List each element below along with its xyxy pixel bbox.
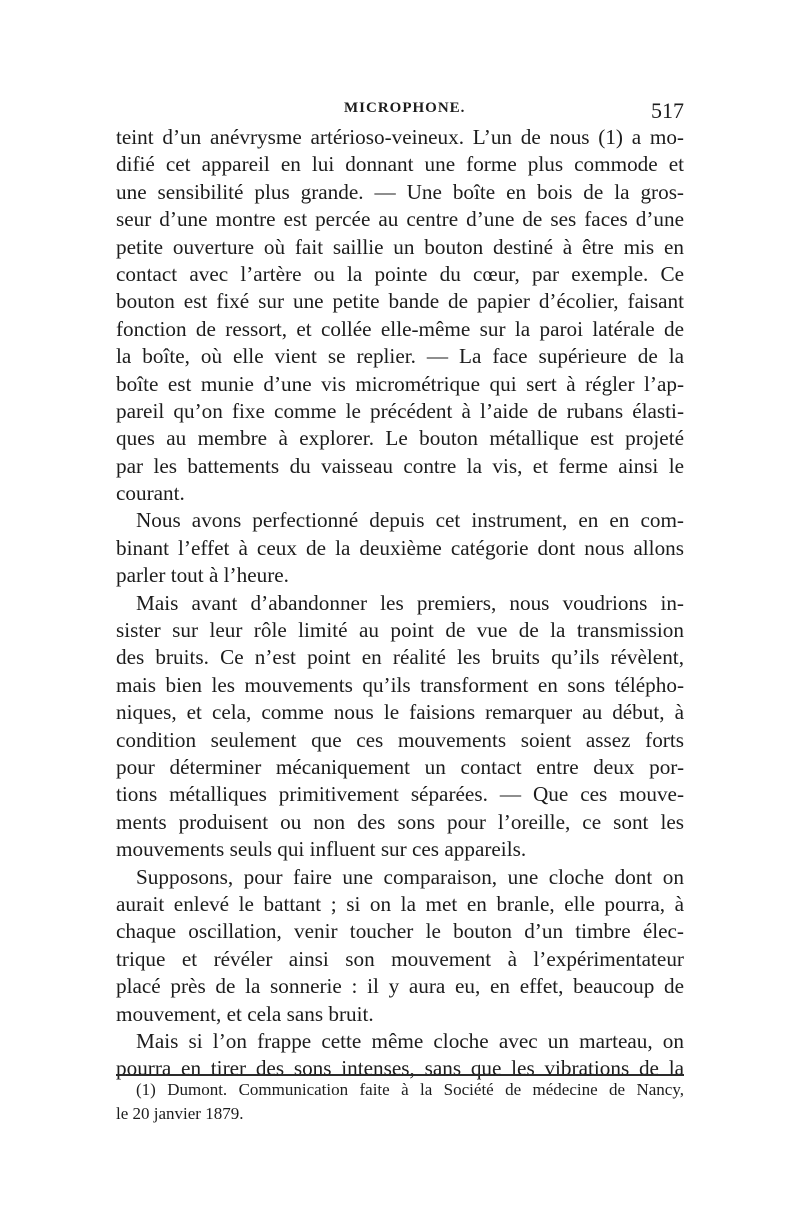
- text-line: niques, et cela, comme nous le faisions remarquer au début, à: [116, 700, 684, 725]
- text-line: ments produisent ou non des sons pour l’oreille, ce sont les: [116, 809, 684, 834]
- text-line: par les battements du vaisseau contre la vis, et ferme ainsi le: [116, 453, 684, 478]
- text-line: sister sur leur rôle limité au point de vue de la transmission: [116, 618, 684, 643]
- text-line: trique et révéler ainsi son mouvement à l’expérimentateur: [116, 946, 684, 971]
- text-line: pourra en tirer des sons intenses, sans que les vibrations de la: [116, 1056, 684, 1081]
- text-line: aurait enlevé le battant ; si on la met en branle, elle pourra, à: [116, 891, 684, 916]
- text-line: tions métalliques primitivement séparées. — Que ces mouve-: [116, 782, 684, 807]
- text-line: une sensibilité plus grande. — Une boîte en bois de la gros-: [116, 179, 684, 204]
- text-line-paragraph-end: mouvements seuls qui influent sur ces appareils.: [116, 837, 527, 862]
- text-line: pareil qu’on fixe comme le précédent à l’aide de rubans élasti-: [116, 398, 684, 423]
- footnote-line: (1) Dumont. Communication faite à la Société de médecine de Nancy,: [136, 1080, 684, 1099]
- text-line: petite ouverture où fait saillie un bouton destiné à être mis en: [116, 234, 684, 259]
- text-line: chaque oscillation, venir toucher le bouton d’un timbre élec-: [116, 919, 684, 944]
- footnote: [116, 1078, 684, 1126]
- text-line-paragraph-end: mouvement, et cela sans bruit.: [116, 1001, 374, 1026]
- text-line: placé près de la sonnerie : il y aura eu, en effet, beaucoup de: [116, 974, 684, 999]
- text-line: ques au membre à explorer. Le bouton métallique est projeté: [116, 426, 684, 451]
- page-number: 517: [651, 98, 684, 123]
- text-line: pour déterminer mécaniquement un contact entre deux por-: [116, 754, 684, 779]
- text-line: condition seulement que ces mouvements soient assez forts: [116, 727, 684, 752]
- text-line-paragraph-start: Nous avons perfectionné depuis cet instrument, en en com-: [136, 508, 684, 533]
- text-line-paragraph-start: Mais si l’on frappe cette même cloche avec un marteau, on: [136, 1028, 684, 1053]
- text-line: mais bien les mouvements qu’ils transforment en sons télépho-: [116, 672, 684, 697]
- text-line: contact avec l’artère ou la pointe du cœur, par exemple. Ce: [116, 261, 684, 286]
- text-line: difié cet appareil en lui donnant une forme plus commode et: [116, 152, 684, 177]
- body-text: [116, 124, 684, 1083]
- running-head: [116, 98, 684, 122]
- footnote-separator-rule: [116, 1074, 684, 1076]
- text-line: seur d’une montre est percée au centre d’une de ses faces d’une: [116, 207, 684, 232]
- text-line: la boîte, où elle vient se replier. — La face supérieure de la: [116, 344, 684, 369]
- footnote-line: le 20 janvier 1879.: [116, 1104, 244, 1123]
- text-line: teint d’un anévrysme artérioso-veineux. L’un de nous (1) a mo-: [116, 125, 684, 149]
- text-line: boîte est munie d’une vis micrométrique qui sert à régler l’ap-: [116, 371, 684, 396]
- running-head-title: MICROPHONE.: [344, 100, 466, 116]
- text-line: des bruits. Ce n’est point en réalité les bruits qu’ils révèlent,: [116, 645, 684, 670]
- text-line-paragraph-start: Supposons, pour faire une comparaison, une cloche dont on: [136, 864, 684, 889]
- text-line: bouton est fixé sur une petite bande de papier d’écolier, faisant: [116, 289, 684, 314]
- text-line: fonction de ressort, et collée elle-même sur la paroi latérale de: [116, 316, 684, 341]
- text-line-paragraph-start: Mais avant d’abandonner les premiers, nous voudrions in-: [136, 590, 684, 615]
- text-line-paragraph-end: courant.: [116, 481, 185, 506]
- text-line: binant l’effet à ceux de la deuxième catégorie dont nous allons: [116, 535, 684, 560]
- text-line-paragraph-end: parler tout à l’heure.: [116, 563, 289, 588]
